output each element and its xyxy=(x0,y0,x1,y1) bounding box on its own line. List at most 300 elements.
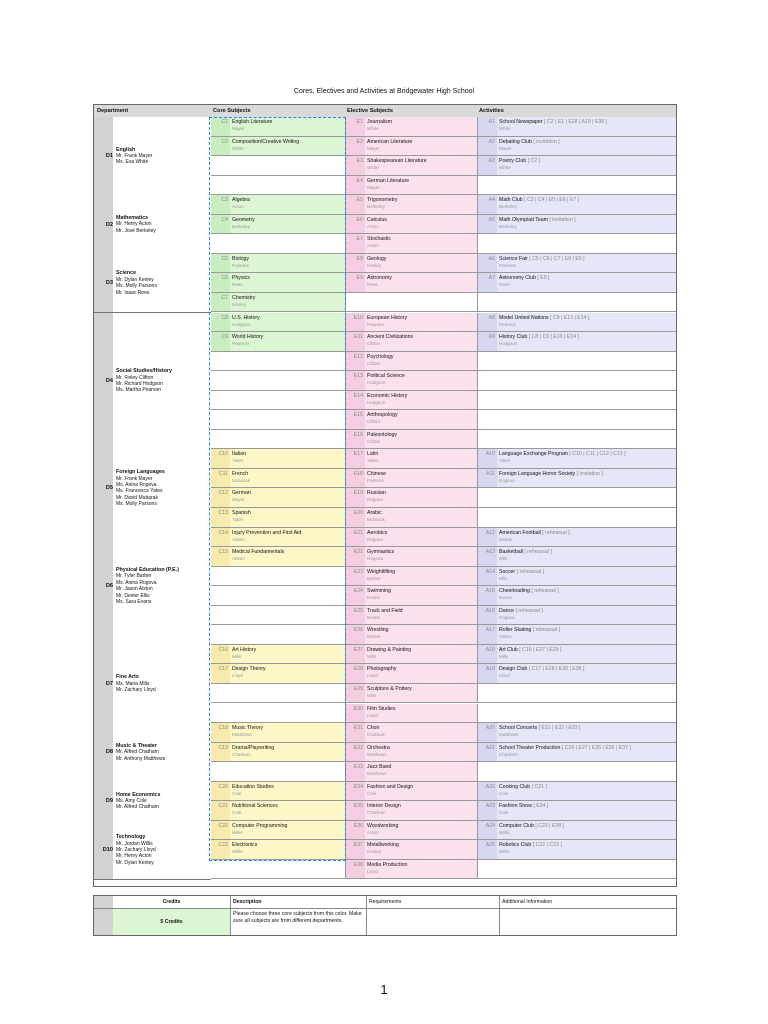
subject-name: Shakespearean Literature xyxy=(367,158,427,165)
teacher-label: Lloyd xyxy=(367,673,378,679)
activity-prerequisites: [ C22 | C23 ] xyxy=(532,842,562,849)
subject-name: Nutritional Sciences xyxy=(232,803,278,810)
subject-name: Composition/Creative Writing xyxy=(232,138,300,145)
subject-code: E27 xyxy=(353,646,363,653)
department-info xyxy=(116,834,156,866)
department-code: D1 xyxy=(105,153,113,160)
teacher-name: Mr. Finley Clifton xyxy=(116,374,154,381)
activity-code: A24 xyxy=(485,822,495,829)
activity-name xyxy=(499,666,584,673)
teacher-label: White xyxy=(367,126,379,131)
teacher-label: Matthews xyxy=(499,732,519,738)
activity-title: Model United Nations xyxy=(499,314,549,321)
activity-prerequisites: [ C3 | C4 | E5 | E6 | E7 ] xyxy=(524,197,580,204)
elective-subject-cell[interactable] xyxy=(346,684,478,704)
teacher-label: Yates xyxy=(232,458,244,464)
activity-cell[interactable] xyxy=(478,254,676,274)
activity-prerequisites: [ C2 | E1 | E28 | A19 | E38 ] xyxy=(544,119,608,125)
subject-name: Algebra xyxy=(232,197,250,204)
subject-name: French xyxy=(232,470,249,477)
elective-subject-cell[interactable] xyxy=(346,782,478,802)
subject-name: Paleontology xyxy=(367,431,397,438)
teacher-name: Ms. Anina Rogova xyxy=(116,482,157,489)
elective-subject-cell[interactable] xyxy=(346,625,478,645)
activity-name xyxy=(499,158,540,165)
subject-name: Wrestling xyxy=(367,627,389,634)
teacher-label: Clifton xyxy=(367,419,381,425)
activity-prerequisites: [ C16 | E27 | E29 ] xyxy=(519,646,562,653)
elective-subject-cell[interactable] xyxy=(346,488,478,508)
subject-code: C10 xyxy=(218,451,228,458)
activity-title: Debating Club xyxy=(499,138,532,145)
header-activities: Activities xyxy=(479,108,504,114)
department-code: D6 xyxy=(105,583,113,590)
activity-code: A25 xyxy=(485,842,495,849)
teacher-label: Cole xyxy=(232,810,242,816)
activity-prerequisites: [ C8 | C9 | E10 | E14 ] xyxy=(528,334,579,341)
activity-title: Dance xyxy=(499,607,514,614)
subject-name: U.S. History xyxy=(232,314,260,321)
department-code: D3 xyxy=(105,280,113,287)
activity-cell[interactable] xyxy=(478,156,676,176)
elective-subject-cell[interactable] xyxy=(346,528,478,548)
subject-name: Physics xyxy=(232,275,250,282)
department-cell xyxy=(94,723,211,783)
legend-credits-value: 5 Credits xyxy=(113,909,231,935)
legend-requirements-header: Requirements xyxy=(366,896,500,908)
subject-name: Gymnastics xyxy=(367,549,395,556)
subject-code: E13 xyxy=(353,373,363,380)
subject-name: Arabic xyxy=(367,510,382,516)
elective-subject-cell[interactable] xyxy=(346,254,478,274)
activity-code: A10 xyxy=(485,451,495,458)
empty-elective-cell xyxy=(346,293,478,313)
activity-title: Soccer xyxy=(499,568,516,575)
teacher-label: Rees xyxy=(367,282,378,288)
activity-cell[interactable] xyxy=(478,273,676,293)
elective-subject-cell[interactable] xyxy=(346,215,478,235)
activity-cell[interactable] xyxy=(478,625,676,645)
activity-code: A7 xyxy=(488,275,495,282)
activity-code: A6 xyxy=(488,255,495,262)
teacher-name: Ms. Eva White xyxy=(116,159,149,166)
teacher-label: Kenley xyxy=(367,849,382,855)
activity-cell[interactable] xyxy=(478,782,676,802)
elective-subject-cell[interactable] xyxy=(346,156,478,176)
teacher-label: Mayer xyxy=(367,184,380,190)
subject-name: Interior Design xyxy=(367,803,401,810)
elective-subject-cell[interactable] xyxy=(346,821,478,841)
department-cell xyxy=(94,195,211,255)
activity-cell[interactable] xyxy=(478,449,676,469)
elective-subject-cell[interactable] xyxy=(346,547,478,567)
activity-cell[interactable] xyxy=(478,313,676,333)
subject-name: Swimming xyxy=(367,588,391,595)
teacher-name: Mr. Alfred Chatham xyxy=(116,804,159,811)
subject-code: E15 xyxy=(353,412,363,419)
subject-name: English Literature xyxy=(232,119,273,125)
subject-code: E35 xyxy=(353,803,363,810)
activity-title: Math Olympiad Team xyxy=(499,216,548,223)
activity-title: Cooking Club xyxy=(499,783,531,790)
subject-name: Sculpture & Pottery xyxy=(367,685,412,692)
teacher-label: Mills xyxy=(367,653,377,659)
elective-subject-cell[interactable] xyxy=(346,606,478,626)
elective-subject-cell[interactable] xyxy=(346,840,478,860)
activity-name xyxy=(499,803,548,810)
subject-name: Aerobics xyxy=(367,529,388,536)
elective-subject-cell[interactable] xyxy=(346,567,478,587)
subject-code: E18 xyxy=(353,470,363,477)
teacher-label: Willis xyxy=(232,829,243,835)
teacher-name: Mr. Alfred Chatham xyxy=(116,749,159,756)
teacher-label: Chatham xyxy=(367,810,386,816)
subject-code: C15 xyxy=(218,549,228,556)
activity-cell[interactable] xyxy=(478,586,676,606)
elective-subject-cell[interactable] xyxy=(346,313,478,333)
elective-subject-cell[interactable] xyxy=(346,410,478,430)
subject-code: C17 xyxy=(218,666,228,673)
subject-name: Astronomy xyxy=(367,275,392,282)
activity-prerequisites: [ rehearsal ] xyxy=(532,627,561,634)
subject-name: Photography xyxy=(367,666,397,673)
teacher-name: Mr. Anthony Matthews xyxy=(116,755,166,762)
department-name: Mathematics xyxy=(116,214,149,221)
teacher-label: Lloyd xyxy=(367,712,378,718)
teacher-name: Ms. Amy Cole xyxy=(116,798,147,805)
elective-subject-cell[interactable] xyxy=(346,704,478,724)
activity-code: A11 xyxy=(486,470,495,477)
subject-code: E12 xyxy=(353,353,363,360)
activity-cell[interactable] xyxy=(478,743,676,763)
teacher-name: Mr. Tyler Barber xyxy=(116,573,152,580)
teacher-label: Mayer xyxy=(232,497,245,503)
activity-title: Cheerleading xyxy=(499,588,530,595)
subject-name: German Literature xyxy=(367,177,410,184)
teacher-label: Chatham xyxy=(367,732,386,738)
subject-name: Media Production xyxy=(367,861,408,868)
subject-name: Woodworking xyxy=(367,822,399,829)
activity-prerequisites: [ C17 | E28 | E30 | E38 ] xyxy=(528,666,585,673)
empty-activity-cell xyxy=(478,410,676,430)
activity-code: A20 xyxy=(485,725,495,732)
activity-name xyxy=(499,119,607,126)
subject-name: Metallworking xyxy=(367,842,399,849)
subject-name: Chinese xyxy=(367,470,387,477)
department-cell xyxy=(94,645,211,724)
subject-name: Chemistry xyxy=(232,294,256,301)
activity-prerequisites: [ E9 ] xyxy=(537,275,550,282)
subject-code: C1 xyxy=(221,119,228,125)
subject-name: Trigonometry xyxy=(367,197,398,204)
activity-cell[interactable] xyxy=(478,469,676,489)
teacher-label: Rees xyxy=(232,282,243,288)
activity-title: History Club xyxy=(499,334,528,341)
subject-code: E31 xyxy=(353,725,363,732)
activity-name xyxy=(499,627,560,634)
elective-subject-cell[interactable] xyxy=(346,137,478,157)
empty-core-cell xyxy=(211,860,346,880)
activity-cell[interactable] xyxy=(478,567,676,587)
subject-code: E36 xyxy=(353,822,363,829)
subject-name: Geology xyxy=(367,255,387,262)
elective-subject-cell[interactable] xyxy=(346,430,478,450)
teacher-name: Mr. Richard Hodgson xyxy=(116,380,163,387)
teacher-label: White xyxy=(499,126,511,131)
activity-code: A17 xyxy=(485,627,495,634)
activity-cell[interactable] xyxy=(478,137,676,157)
activity-cell[interactable] xyxy=(478,117,676,137)
teacher-label: Ellis xyxy=(499,556,508,562)
subject-code: E4 xyxy=(356,177,363,184)
subject-name: Latin xyxy=(367,451,379,458)
teacher-label: Clifton xyxy=(367,341,381,347)
subject-code: E30 xyxy=(353,705,363,712)
subject-code: E5 xyxy=(356,197,363,204)
activity-code: A8 xyxy=(488,314,495,321)
subject-code: E17 xyxy=(353,451,363,458)
elective-subject-cell[interactable] xyxy=(346,586,478,606)
activity-cell[interactable] xyxy=(478,821,676,841)
teacher-name: Ms. Molly Parsons xyxy=(116,501,157,508)
activity-cell[interactable] xyxy=(478,332,676,352)
department-code: D8 xyxy=(105,749,113,756)
subject-name: Education Studies xyxy=(232,783,274,790)
teacher-label: Matthews xyxy=(232,732,252,738)
header-core: Core Subjects xyxy=(213,108,251,114)
subject-name: Stochastic xyxy=(367,236,391,243)
teacher-name: Mr. Henry Acton xyxy=(116,221,152,228)
empty-activity-cell xyxy=(478,430,676,450)
teacher-label: Pearson xyxy=(367,321,385,327)
legend-table xyxy=(93,895,677,936)
activity-name xyxy=(499,530,570,537)
activity-cell[interactable] xyxy=(478,801,676,821)
subject-code: C22 xyxy=(218,822,228,829)
activity-cell[interactable] xyxy=(478,215,676,235)
activity-prerequisites: [ C21 ] xyxy=(531,783,547,790)
department-cell xyxy=(94,254,211,314)
subject-code: C7 xyxy=(221,294,228,301)
activity-name xyxy=(499,588,559,595)
activity-name xyxy=(499,647,561,654)
department-cell xyxy=(94,528,211,646)
teacher-label: White xyxy=(367,165,379,171)
subject-name: Drawing & Painting xyxy=(367,646,412,653)
subject-code: E29 xyxy=(353,685,363,692)
activity-cell[interactable] xyxy=(478,664,676,684)
activity-code: A3 xyxy=(488,158,495,165)
activity-prerequisites: [ E31 | E32 | E33 ] xyxy=(538,725,581,732)
department-info xyxy=(116,147,152,166)
subject-code: E38 xyxy=(353,861,363,868)
subject-code: E6 xyxy=(356,216,363,223)
elective-subject-cell[interactable] xyxy=(346,801,478,821)
activity-prerequisites: [ rehearsal ] xyxy=(516,568,545,575)
teacher-label: Pearson xyxy=(499,321,517,327)
empty-activity-cell xyxy=(478,352,676,372)
activity-cell[interactable] xyxy=(478,547,676,567)
activity-title: School Newspaper xyxy=(499,119,543,125)
activity-cell[interactable] xyxy=(478,528,676,548)
activity-prerequisites: [ invitation ] xyxy=(549,216,576,223)
activity-name xyxy=(499,451,626,458)
subject-name: Injury Prevention and First Aid xyxy=(232,529,302,536)
elective-subject-cell[interactable] xyxy=(346,449,478,469)
elective-subject-cell[interactable] xyxy=(346,371,478,391)
activity-code: A19 xyxy=(485,666,495,673)
activity-cell[interactable] xyxy=(478,606,676,626)
department-code: D5 xyxy=(105,485,113,492)
teacher-label: Yates xyxy=(499,458,511,464)
elective-subject-cell[interactable] xyxy=(346,508,478,528)
teacher-label: Kenley xyxy=(232,301,247,307)
department-name: English xyxy=(116,146,136,153)
subject-name: Ancient Civilizations xyxy=(367,334,414,341)
activity-code: A12 xyxy=(485,529,495,536)
department-name: Social Studies/History xyxy=(116,368,172,375)
department-info xyxy=(116,469,165,507)
teacher-label: Alston xyxy=(232,536,245,542)
activity-prerequisites: [ C8 | E13 | E14 ] xyxy=(550,314,590,321)
legend-additional-value xyxy=(499,909,677,935)
legend-additional-header: Additional Information xyxy=(502,899,553,905)
activity-name xyxy=(499,471,603,478)
empty-activity-cell xyxy=(478,860,676,880)
subject-name: Jazz Band xyxy=(367,764,392,771)
subject-name: Calculus xyxy=(367,216,387,223)
teacher-label: Acton xyxy=(367,243,379,249)
subject-code: E10 xyxy=(353,314,363,321)
subject-name: Medical Fundamentals xyxy=(232,549,285,556)
teacher-label: Cole xyxy=(499,790,509,796)
activity-prerequisites: [ rehearsal ] xyxy=(524,549,552,556)
elective-subject-cell[interactable] xyxy=(346,273,478,293)
elective-subject-cell[interactable] xyxy=(346,762,478,782)
activity-code: A14 xyxy=(485,568,495,575)
department-info xyxy=(116,743,165,762)
subjects-table xyxy=(93,117,677,887)
elective-subject-cell[interactable] xyxy=(346,391,478,411)
empty-activity-cell xyxy=(478,293,676,313)
activity-cell[interactable] xyxy=(478,840,676,860)
teacher-name: Ms. Molly Parsons xyxy=(116,283,157,290)
activity-cell[interactable] xyxy=(478,645,676,665)
subject-name: Track and Field xyxy=(367,607,403,614)
empty-activity-cell xyxy=(478,488,676,508)
subject-name: Music Theory xyxy=(232,725,264,732)
teacher-label: Evans xyxy=(367,595,380,601)
activity-code: A18 xyxy=(485,646,495,653)
teacher-name: Ms. Maria Mills xyxy=(116,680,150,687)
elective-subject-cell[interactable] xyxy=(346,332,478,352)
subject-code: E19 xyxy=(353,490,363,497)
activity-cell[interactable] xyxy=(478,723,676,743)
activity-name xyxy=(499,217,576,224)
subject-code: E9 xyxy=(356,275,363,282)
activity-code: A16 xyxy=(485,607,495,614)
activity-name xyxy=(499,745,631,752)
subject-name: German xyxy=(232,490,251,497)
teacher-label: Berkeley xyxy=(499,223,517,229)
activity-code: A4 xyxy=(488,197,495,204)
teacher-label: Kenley xyxy=(367,262,382,268)
elective-subject-cell[interactable] xyxy=(346,743,478,763)
teacher-label: White xyxy=(499,165,511,171)
activity-title: Fashion Show xyxy=(499,803,532,810)
subject-code: E11 xyxy=(354,334,363,341)
subject-code: E37 xyxy=(353,842,363,849)
subject-code: E7 xyxy=(356,236,363,243)
elective-subject-cell[interactable] xyxy=(346,117,478,137)
subject-name: Spanish xyxy=(232,510,251,516)
subject-code: C19 xyxy=(218,744,228,751)
subject-code: E23 xyxy=(353,568,363,575)
activity-name xyxy=(499,334,579,341)
teacher-name: Mr. David Mubarak xyxy=(116,494,158,501)
activity-title: Science Fair xyxy=(499,255,528,262)
teacher-label: Cole xyxy=(499,810,509,816)
teacher-label: Rogova xyxy=(367,556,383,562)
subject-name: Geometry xyxy=(232,216,255,223)
teacher-label: Rees xyxy=(499,282,510,288)
subject-code: C12 xyxy=(218,490,228,497)
teacher-name: Mr. Dylan Kenley xyxy=(116,276,154,283)
teacher-label: Cole xyxy=(232,790,242,796)
activity-name xyxy=(499,823,564,830)
elective-subject-cell[interactable] xyxy=(346,860,478,880)
empty-activity-cell xyxy=(478,704,676,724)
teacher-label: Yates xyxy=(367,458,379,464)
elective-subject-cell[interactable] xyxy=(346,723,478,743)
teacher-label: Mayer xyxy=(499,145,512,151)
activity-cell[interactable] xyxy=(478,195,676,215)
elective-subject-cell[interactable] xyxy=(346,645,478,665)
subject-name: Journalism xyxy=(367,119,393,125)
subject-name: Anthropology xyxy=(367,412,398,419)
elective-subject-cell[interactable] xyxy=(346,664,478,684)
teacher-label: Cole xyxy=(367,790,377,796)
elective-subject-cell[interactable] xyxy=(346,352,478,372)
subject-name: World History xyxy=(232,334,264,341)
activity-code: A15 xyxy=(485,588,495,595)
teacher-name: Mr. Henry Acton xyxy=(116,853,152,860)
activity-title: Math Club xyxy=(499,197,523,204)
department-code: D10 xyxy=(102,847,113,854)
teacher-name: Mr. Zachary Lloyd xyxy=(116,687,156,694)
activity-prerequisites: [ C2 ] xyxy=(527,158,540,165)
elective-subject-cell[interactable] xyxy=(346,195,478,215)
elective-subject-cell[interactable] xyxy=(346,234,478,254)
subject-code: C18 xyxy=(218,725,228,732)
elective-subject-cell[interactable] xyxy=(346,469,478,489)
subject-name: Political Science xyxy=(367,373,405,380)
empty-activity-cell xyxy=(478,176,676,196)
activity-title: Design Club xyxy=(499,666,528,673)
legend-credits-header: Credits xyxy=(113,896,231,908)
activity-prerequisites: [ C22 | E38 ] xyxy=(535,822,565,829)
subject-code: E28 xyxy=(353,666,363,673)
activity-name xyxy=(499,197,579,204)
subject-code: E8 xyxy=(356,255,363,262)
subject-code: E33 xyxy=(353,764,363,771)
subject-code: C16 xyxy=(218,646,228,653)
elective-subject-cell[interactable] xyxy=(346,176,478,196)
subject-code: E20 xyxy=(353,510,363,516)
teacher-label: Yates xyxy=(232,517,244,522)
teacher-name: Mr. Zachary Lloyd xyxy=(116,846,156,853)
teacher-label: Hodgson xyxy=(232,321,251,327)
